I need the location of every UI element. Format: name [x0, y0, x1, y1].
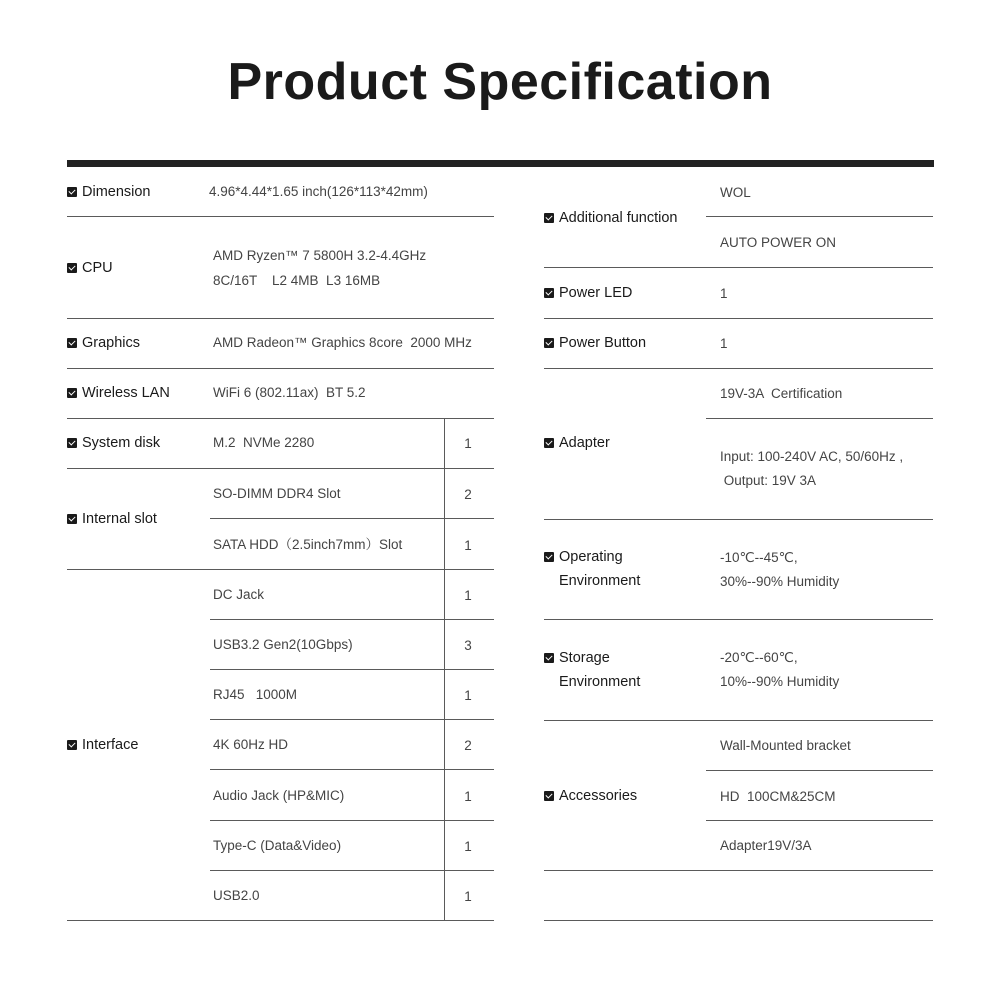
- row-divider: [67, 569, 494, 570]
- internal-slot-count-1: 2: [464, 487, 472, 502]
- row-divider: [544, 720, 933, 721]
- additional-function-value-1: WOL: [720, 185, 751, 200]
- checkbox-icon: [67, 263, 77, 273]
- power-button-label: Power Button: [544, 331, 646, 355]
- cpu-value-line-1: AMD Ryzen™ 7 5800H 3.2-4.4GHz: [213, 248, 427, 263]
- row-divider: [544, 318, 933, 319]
- interface-item: RJ45 1000M: [213, 687, 298, 702]
- row-divider: [210, 769, 494, 770]
- checkbox-icon: [544, 438, 554, 448]
- wireless-lan-label: Wireless LAN: [67, 381, 170, 405]
- interface-label: Interface: [67, 733, 138, 757]
- dimension-label: Dimension: [67, 180, 151, 204]
- accessories-value-2: HD 100CM&25CM: [720, 789, 836, 804]
- adapter-label: Adapter: [544, 431, 610, 455]
- checkbox-icon: [544, 653, 554, 663]
- checkbox-icon: [67, 388, 77, 398]
- system-disk-label: System disk: [67, 431, 160, 455]
- cpu-label: CPU: [67, 256, 113, 280]
- wireless-lan-value: WiFi 6 (802.11ax) BT 5.2: [213, 385, 366, 400]
- additional-function-label: Additional function: [544, 206, 678, 230]
- cpu-value-line-2: 8C/16T L2 4MB L3 16MB: [213, 273, 381, 288]
- graphics-label: Graphics: [67, 331, 140, 355]
- row-divider: [544, 519, 933, 520]
- checkbox-icon: [67, 514, 77, 524]
- row-divider: [210, 669, 494, 670]
- interface-item: 4K 60Hz HD: [213, 737, 289, 752]
- row-divider: [706, 820, 933, 821]
- adapter-value-3: Output: 19V 3A: [720, 473, 817, 488]
- power-led-value: 1: [720, 286, 728, 301]
- dimension-value: 4.96*4.44*1.65 inch(126*113*42mm): [209, 184, 428, 199]
- checkbox-icon: [544, 338, 554, 348]
- adapter-value-2: Input: 100-240V AC, 50/60Hz ,: [720, 449, 904, 464]
- storage-environment-label: Storage Environment: [544, 646, 640, 694]
- interface-item: USB3.2 Gen2(10Gbps): [213, 637, 353, 652]
- row-divider: [706, 770, 933, 771]
- row-divider: [67, 318, 494, 319]
- accessories-value-1: Wall-Mounted bracket: [720, 738, 851, 753]
- interface-count: 1: [464, 688, 472, 703]
- checkbox-icon: [67, 740, 77, 750]
- system-disk-count: 1: [464, 436, 472, 451]
- interface-item: USB2.0: [213, 888, 260, 903]
- row-divider: [210, 820, 494, 821]
- power-led-label: Power LED: [544, 281, 632, 305]
- interface-count: 1: [464, 789, 472, 804]
- interface-item: Audio Jack (HP&MIC): [213, 788, 345, 803]
- header-bar: [67, 160, 934, 167]
- row-divider: [210, 619, 494, 620]
- checkbox-icon: [544, 213, 554, 223]
- row-divider: [67, 468, 494, 469]
- internal-slot-item-2: SATA HDD（2.5inch7mm）Slot: [213, 537, 403, 552]
- internal-slot-label: Internal slot: [67, 507, 157, 531]
- internal-slot-count-2: 1: [464, 538, 472, 553]
- checkbox-icon: [67, 438, 77, 448]
- operating-environment-label: Operating Environment: [544, 545, 640, 593]
- interface-item: Type-C (Data&Video): [213, 838, 342, 853]
- row-divider: [210, 518, 494, 519]
- storage-environment-humidity: 10%--90% Humidity: [720, 674, 840, 689]
- additional-function-value-2: AUTO POWER ON: [720, 235, 837, 250]
- interface-count: 1: [464, 839, 472, 854]
- row-divider: [67, 368, 494, 369]
- count-column-divider: [444, 418, 445, 920]
- row-divider: [67, 216, 494, 217]
- storage-environment-temp: -20℃--60℃,: [720, 650, 798, 665]
- system-disk-value: M.2 NVMe 2280: [213, 435, 315, 450]
- accessories-label: Accessories: [544, 784, 637, 808]
- page-title: Product Specification: [227, 53, 773, 111]
- row-divider: [544, 870, 933, 871]
- graphics-value: AMD Radeon™ Graphics 8core 2000 MHz: [213, 335, 472, 350]
- row-divider: [706, 216, 933, 217]
- interface-item: DC Jack: [213, 587, 265, 602]
- checkbox-icon: [544, 552, 554, 562]
- table-bottom-line: [544, 920, 933, 921]
- operating-environment-humidity: 30%--90% Humidity: [720, 574, 840, 589]
- table-bottom-line: [67, 920, 494, 921]
- interface-count: 3: [464, 638, 472, 653]
- adapter-value-1: 19V-3A Certification: [720, 386, 843, 401]
- interface-count: 1: [464, 588, 472, 603]
- checkbox-icon: [67, 338, 77, 348]
- row-divider: [544, 619, 933, 620]
- checkbox-icon: [544, 791, 554, 801]
- row-divider: [706, 418, 933, 419]
- row-divider: [67, 418, 494, 419]
- operating-environment-temp: -10℃--45℃,: [720, 550, 798, 565]
- power-button-value: 1: [720, 336, 728, 351]
- internal-slot-item-1: SO-DIMM DDR4 Slot: [213, 486, 341, 501]
- checkbox-icon: [544, 288, 554, 298]
- accessories-value-3: Adapter19V/3A: [720, 838, 812, 853]
- row-divider: [544, 267, 933, 268]
- interface-count: 1: [464, 889, 472, 904]
- row-divider: [544, 368, 933, 369]
- row-divider: [210, 870, 494, 871]
- row-divider: [210, 719, 494, 720]
- interface-count: 2: [464, 738, 472, 753]
- checkbox-icon: [67, 187, 77, 197]
